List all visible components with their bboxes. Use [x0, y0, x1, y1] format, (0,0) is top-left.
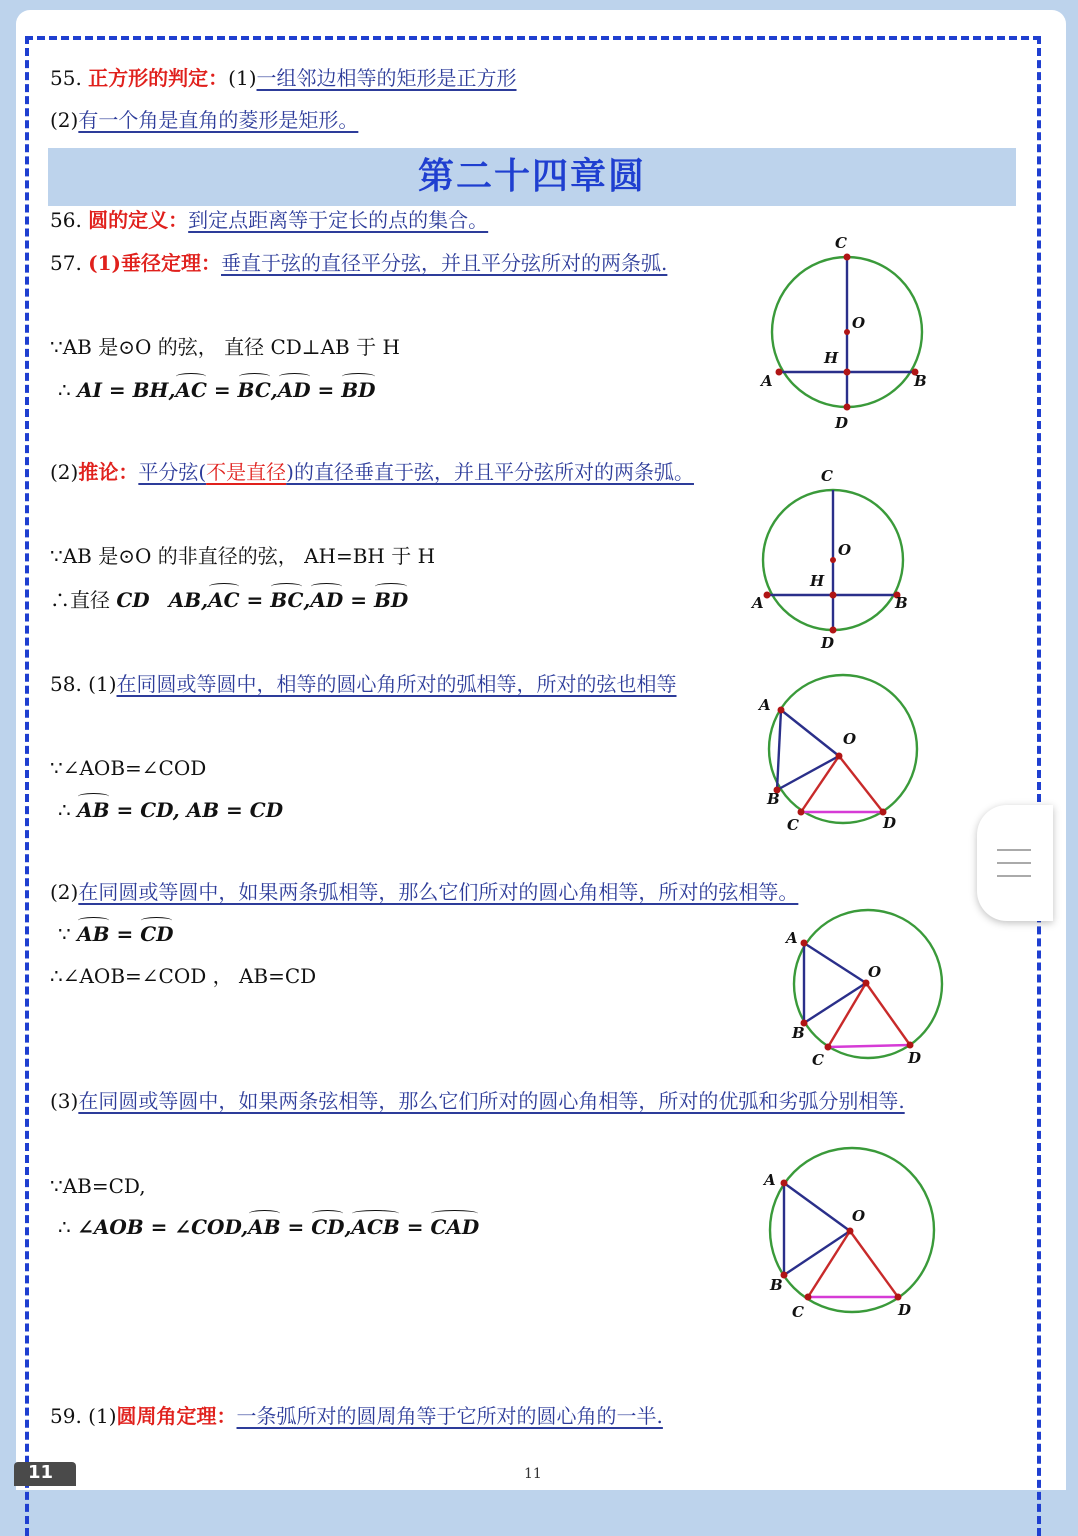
label-c: C: [792, 1303, 804, 1321]
label-o: O: [843, 730, 857, 748]
radius-ob: [784, 1231, 850, 1275]
definition-text: 在同圆或等圆中，相等的圆心角所对的弧相等，所对的弦也相等: [116, 672, 677, 696]
radius-ob: [777, 756, 839, 790]
arc-ab: AB: [77, 922, 110, 946]
point-h: [844, 369, 851, 376]
item-56-line: [50, 206, 488, 234]
label-c: C: [787, 816, 799, 834]
figure-central-angles-2: [780, 905, 955, 1075]
item-58-part1-conclusion: [58, 796, 283, 824]
item-59-line: [50, 1402, 663, 1430]
definition-text: 平分弦(: [138, 460, 207, 484]
radius-od: [850, 1231, 898, 1297]
label-c: C: [835, 234, 847, 252]
equals: =: [109, 922, 141, 946]
page-tab[interactable]: 11: [14, 1462, 76, 1486]
item-58-part2-conclusion: ∴∠AOB=∠COD ， AB=CD: [50, 964, 317, 988]
radius-oa: [784, 1183, 850, 1231]
point-a: [801, 940, 808, 947]
term: 正方形的判定：: [88, 66, 229, 90]
item-57-corollary-conclusion: [50, 586, 408, 614]
math-expr: = CD, AB = CD: [109, 798, 284, 822]
definition-text: 垂直于弦的直径平分弦，并且平分弦所对的两条弧.: [221, 251, 668, 275]
point-h: [830, 592, 837, 599]
item-57-line: [50, 249, 667, 277]
comma: ,: [303, 588, 311, 612]
label-d: D: [908, 1049, 922, 1067]
definition-text-red: 不是直径: [206, 460, 287, 484]
point-d: [907, 1042, 914, 1049]
point-d: [844, 404, 851, 411]
figure-perpendicular-diameter: [755, 232, 935, 432]
label-d: D: [821, 634, 835, 652]
term: (1)垂径定理：: [88, 251, 222, 275]
label-a: A: [759, 696, 771, 714]
equals: =: [206, 378, 238, 402]
arc-cd: CD: [140, 922, 174, 946]
chord-ab: [777, 710, 781, 790]
item-57-corollary: [50, 458, 694, 486]
point-d: [830, 627, 837, 634]
label-o: O: [852, 1207, 866, 1225]
arc-cd: CD: [311, 1215, 345, 1239]
math-angles: ∠AOB = ∠COD,: [77, 1215, 249, 1239]
math-ab: AB,: [168, 588, 209, 612]
radius-ob: [804, 983, 866, 1023]
equals: =: [310, 378, 342, 402]
label-a: A: [752, 594, 764, 612]
definition-text: 在同圆或等圆中，如果两条弦相等，那么它们所对的圆心角相等，所对的优弧和劣弧分别相等.: [78, 1089, 905, 1113]
label-a: A: [764, 1171, 776, 1189]
point-o: [830, 557, 836, 563]
label-h: H: [810, 572, 825, 590]
arc-ac: AC: [208, 588, 240, 612]
point-a: [778, 707, 785, 714]
term: 推论：: [78, 460, 139, 484]
term: 圆周角定理：: [116, 1404, 237, 1428]
item-57-given: ∵AB 是⊙O 的弦， 直径 CD⊥AB 于 H: [50, 335, 400, 359]
therefore-text: ∴直径: [50, 588, 110, 612]
part-label: (3): [50, 1089, 79, 1113]
page-number: 11: [524, 1466, 542, 1482]
item-number: 58.: [50, 672, 82, 696]
part-label: (2): [50, 880, 79, 904]
menu-icon-bar: [997, 849, 1031, 851]
point-c: [805, 1294, 812, 1301]
figure-corollary: [745, 465, 915, 655]
label-d: D: [883, 814, 897, 832]
arc-cad: CAD: [430, 1215, 480, 1239]
radius-oa: [781, 710, 839, 756]
point-a: [764, 592, 771, 599]
item-58-part2: [50, 878, 798, 906]
item-58-part2-given: [58, 920, 173, 948]
because-symbol: ∵: [58, 922, 71, 946]
arc-bc: BC: [237, 378, 271, 402]
arc-ab: AB: [77, 798, 110, 822]
menu-icon-bar: [997, 875, 1031, 877]
item-55-line2: [50, 106, 358, 134]
circle-outline: [769, 675, 917, 823]
label-b: B: [792, 1024, 805, 1042]
arc-bc: BC: [270, 588, 304, 612]
label-o: O: [838, 541, 852, 559]
item-number: 55.: [50, 66, 82, 90]
definition-text: 有一个角是直角的菱形是矩形。: [78, 108, 359, 132]
definition-text: 一组邻边相等的矩形是正方形: [256, 66, 517, 90]
radius-oa: [804, 943, 866, 983]
part-label: (1): [88, 672, 117, 696]
radius-oc: [801, 756, 839, 812]
floating-menu-button[interactable]: [977, 805, 1053, 921]
point-d: [895, 1294, 902, 1301]
label-d: D: [835, 414, 849, 432]
point-o: [847, 1228, 854, 1235]
item-58-part1: [50, 670, 677, 698]
label-d: D: [898, 1301, 912, 1319]
definition-text: )的直径垂直于弦，并且平分弦所对的两条弧。: [286, 460, 694, 484]
item-58-part1-given: ∵∠AOB=∠COD: [50, 756, 207, 780]
math-expr: AI = BH,: [77, 378, 176, 402]
item-58-part3: [50, 1087, 905, 1115]
figure-central-angles-1: [755, 670, 930, 840]
arc-ad: AD: [277, 378, 311, 402]
radius-od: [839, 756, 883, 812]
chapter-title: 第二十四章圆: [48, 148, 1016, 206]
point-c: [798, 809, 805, 816]
menu-icon-bar: [997, 862, 1031, 864]
therefore-symbol: ∴: [58, 1215, 71, 1239]
therefore-symbol: ∴: [58, 378, 71, 402]
label-a: A: [761, 372, 773, 390]
point-o: [836, 753, 843, 760]
math-cd: CD: [116, 588, 150, 612]
arc-bd: BD: [373, 588, 409, 612]
item-57-conclusion: [58, 376, 376, 404]
point-c: [825, 1044, 832, 1051]
arc-ad: AD: [310, 588, 344, 612]
label-c: C: [821, 467, 833, 485]
arc-bd: BD: [341, 378, 376, 402]
part-label: (2): [50, 108, 79, 132]
equals: =: [343, 588, 374, 612]
point-a: [776, 369, 783, 376]
label-c: C: [812, 1051, 824, 1069]
label-b: B: [770, 1276, 783, 1294]
part-label: (1): [88, 1404, 117, 1428]
arc-ac: AC: [175, 378, 207, 402]
point-c: [844, 254, 851, 261]
point-a: [781, 1180, 788, 1187]
item-58-part3-given: ∵AB=CD,: [50, 1174, 146, 1198]
item-58-part3-conclusion: [58, 1213, 479, 1241]
figure-central-angles-3: [760, 1145, 940, 1325]
definition-text: 在同圆或等圆中，如果两条弧相等，那么它们所对的圆心角相等，所对的弦相等。: [78, 880, 799, 904]
radius-oc: [828, 983, 866, 1047]
comma: ,: [270, 378, 278, 402]
part-label: (2): [50, 460, 79, 484]
comma: ,: [344, 1215, 352, 1239]
item-55-line1: [50, 64, 517, 92]
definition-text: 一条弧所对的圆周角等于它所对的圆心角的一半.: [236, 1404, 663, 1428]
item-number: 59.: [50, 1404, 82, 1428]
arc-ab: AB: [248, 1215, 281, 1239]
equals: =: [239, 588, 271, 612]
item-number: 57.: [50, 251, 82, 275]
therefore-symbol: ∴: [58, 798, 71, 822]
label-o: O: [852, 314, 866, 332]
definition-text: 到定点距离等于定长的点的集合。: [188, 208, 489, 232]
equals: =: [280, 1215, 312, 1239]
point-o: [844, 329, 850, 335]
arc-acb: ACB: [351, 1215, 400, 1239]
label-b: B: [767, 790, 780, 808]
chord-cd: [828, 1045, 910, 1047]
item-57-corollary-given: ∵AB 是⊙O 的非直径的弦， AH=BH 于 H: [50, 544, 436, 568]
radius-od: [866, 983, 910, 1045]
label-o: O: [868, 963, 882, 981]
part-label: (1): [228, 66, 257, 90]
label-b: B: [914, 372, 927, 390]
term: 圆的定义：: [88, 208, 189, 232]
label-b: B: [895, 594, 908, 612]
item-number: 56.: [50, 208, 82, 232]
radius-oc: [808, 1231, 850, 1297]
label-a: A: [786, 929, 798, 947]
equals: =: [399, 1215, 431, 1239]
label-h: H: [824, 349, 839, 367]
